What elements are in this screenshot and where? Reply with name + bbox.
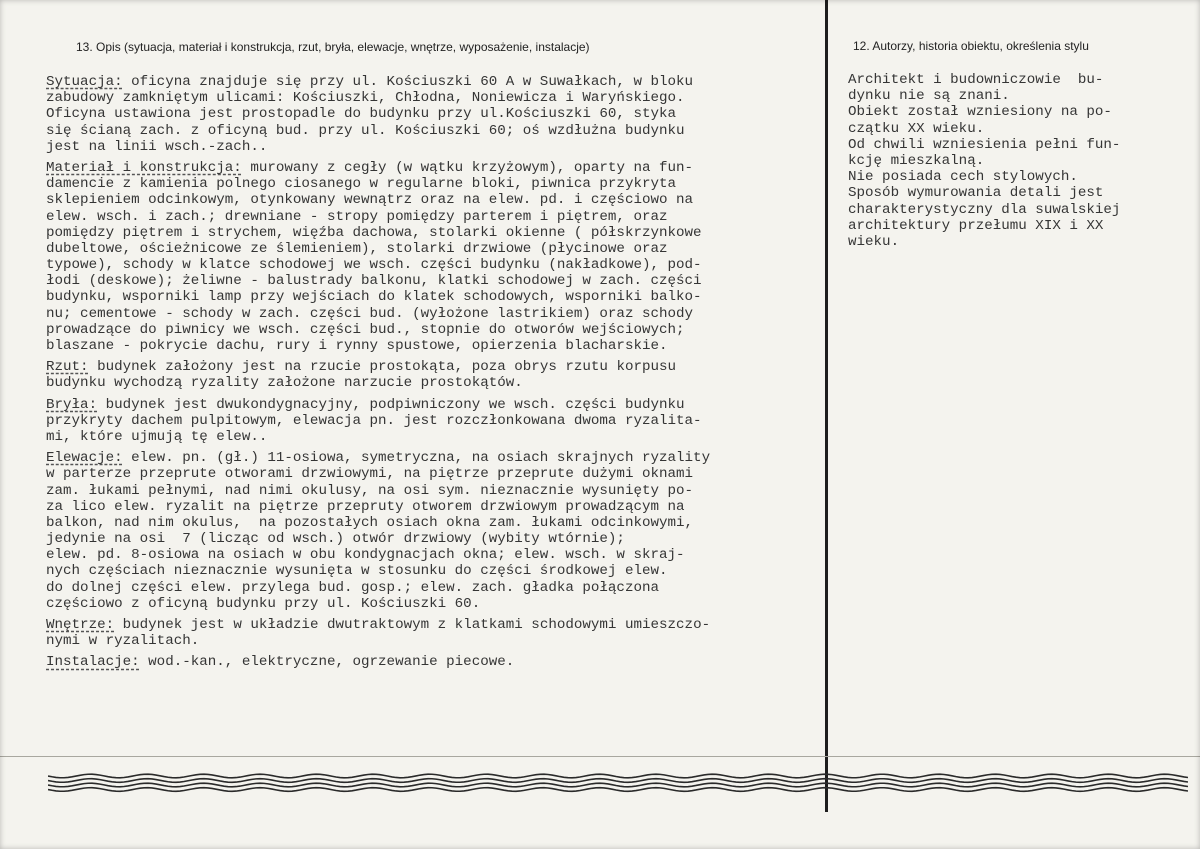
authors-section-header: 12. Autorzy, historia obiektu, określenia stylu (853, 39, 1089, 53)
section-body-text: budynek jest dwukondygnacyjny, podpiwniczony we wsch. części budynku (97, 396, 685, 413)
history-line: wieku. (848, 233, 900, 250)
section-body-text: budynek jest w układzie dwutraktowym z klatkami schodowymi umieszczo- (114, 617, 711, 633)
history-line: Sposób wymurowania detali jest (848, 185, 1104, 202)
description-line (46, 160, 710, 176)
section-heading: Materiał i konstrukcja: (46, 159, 242, 176)
description-line: łodi (deskowe); żeliwne - balustrady balkonu, klatki schodowej w zach. części (46, 273, 702, 290)
description-line: przykryty dachem pulpitowym, elewacja pn. jest rozczłonkowana dwoma ryzalita- (46, 412, 702, 429)
wave-line (48, 788, 1188, 792)
description-line: za lico elew. ryzalit na piętrze przepruty otworem drzwiowym prowadzącym na (46, 498, 685, 515)
description-line: zam. łukami pełnymi, nad nimi okulusy, na osi sym. nieznacznie wysunięty po- (46, 482, 694, 499)
section-heading: Sytuacja: (46, 74, 123, 90)
wave-line (48, 783, 1188, 787)
authors-text-block (848, 72, 1120, 250)
description-line: jest na linii wsch.-zach.. (46, 138, 268, 155)
description-line: nu; cementowe - schody w zach. części bud. (wyłożone lastrikiem) oraz schody (46, 305, 694, 322)
section-heading: Wnętrze: (46, 617, 115, 633)
description-line (46, 450, 710, 466)
description-line: sklepieniem odcinkowym, otynkowany wewnątrz oraz na elew. pd. i częściowo na (46, 192, 694, 209)
description-line: nych częściach nieznacznie wysunięta w stosunku do części środkowej elew. (46, 563, 668, 580)
section-body-text: elew. pn. (gł.) 11-osiowa, symetryczna, na osiach skrajnych ryzality (122, 450, 711, 467)
description-line: w parterze przeprute otworami drzwiowymi, na piętrze przeprute dużymi oknami (46, 466, 694, 483)
description-line: pomiędzy piętrem i strychem, więźba dachowa, stolarki okienne ( półskrzynkowe (46, 224, 702, 241)
description-line: budynku, wsporniki lamp przy wejściach do klatek schodowych, wsporniki balko- (46, 289, 702, 306)
description-line (46, 74, 710, 90)
description-line: damencie z kamienia polnego ciosanego w regularne bloki, piwnica przykryta (46, 176, 677, 193)
description-line: zabudowy zamkniętym ulicami: Kościuszki, Chłodna, Noniewicza i Waryńskiego. (46, 90, 685, 107)
description-line (46, 397, 710, 413)
description-line: prowadzące do piwnicy we wsch. części bud., stopnie do otworów wejściowych; (46, 321, 685, 338)
description-line (46, 617, 710, 633)
section-body-text: wod.-kan., elektryczne, ogrzewanie piecowe. (139, 654, 515, 671)
wave-line (48, 774, 1188, 778)
description-line: jedynie na osi 7 (licząc od wsch.) otwór drzwiowy (wybity wtórnie); (46, 531, 625, 548)
description-line: Oficyna ustawiona jest prostopadle do budynku przy ul.Kościuszki 60, styka (46, 106, 677, 123)
history-line: Architekt i budowniczowie bu- (848, 72, 1104, 88)
description-line: budynku wychodzą ryzality założone narzucie prostokątów. (46, 375, 523, 392)
section-body-text: murowany z cegły (w wątku krzyżowym), oparty na fun- (241, 159, 694, 176)
history-line: dynku nie są znani. (848, 88, 1010, 105)
section-body-text: budynek założony jest na rzucie prostokąta, poza obrys rzutu korpusu (88, 359, 677, 376)
section-heading: Elewacje: (46, 450, 123, 467)
history-line: kcję mieszkalną. (848, 152, 985, 169)
description-line: typowe), schody w klatce schodowej we wsch. części budynku (nakładkowe), pod- (46, 257, 702, 274)
description-line: elew. pd. 8-osiowa na osiach w obu kondygnacjach okna; elew. wsch. w skraj- (46, 547, 685, 564)
description-line: mi, które ujmują tę elew.. (46, 428, 268, 445)
description-line (46, 359, 710, 375)
history-line: Obiekt został wzniesiony na po- (848, 104, 1112, 121)
history-line: charakterystyczny dla suwalskiej (848, 201, 1121, 218)
description-line: do dolnej części elew. przylega bud. gosp.; elew. zach. gładka połączona (46, 579, 659, 596)
history-line: czątku XX wieku. (848, 120, 985, 137)
section-heading: Instalacje: (46, 654, 140, 671)
section-body-text: oficyna znajduje się przy ul. Kościuszki 60 A w Suwałkach, w bloku (122, 74, 694, 90)
bottom-fold-line (0, 756, 1200, 757)
wavy-line-ornament (48, 772, 1188, 794)
history-line: architektury przełumu XIX i XX (848, 217, 1104, 234)
wave-line (48, 779, 1188, 783)
section-heading: Bryła: (46, 396, 98, 413)
description-line: elew. wsch. i zach.; drewniane - stropy pomiędzy parterem i piętrem, oraz (46, 208, 668, 225)
description-line (46, 654, 710, 670)
description-line: się ścianą zach. z oficyną bud. przy ul. Kościuszki 60; oś wzdłużna budynku (46, 122, 685, 139)
description-line: balkon, nad nim okulus, na pozostałych osiach okna zam. łukami odcinkowymi, (46, 514, 694, 531)
history-line: Nie posiada cech stylowych. (848, 169, 1078, 186)
section-heading: Rzut: (46, 359, 89, 376)
description-line: dubeltowe, ościeżnicowe ze ślemieniem), stolarki drzwiowe (płycinowe oraz (46, 240, 668, 257)
history-line: Od chwili wzniesienia pełni fun- (848, 136, 1121, 153)
column-divider (825, 0, 828, 812)
description-line: nymi w ryzalitach. (46, 633, 200, 650)
description-text-block (46, 74, 710, 671)
description-line: częściowo z oficyną budynku przy ul. Kościuszki 60. (46, 595, 481, 612)
description-section-header: 13. Opis (sytuacja, materiał i konstrukcja, rzut, bryła, elewacje, wnętrze, wyposażenie, instalacje) (76, 40, 590, 54)
description-line: blaszane - pokrycie dachu, rury i rynny spustowe, opierzenia blacharskie. (46, 338, 668, 354)
